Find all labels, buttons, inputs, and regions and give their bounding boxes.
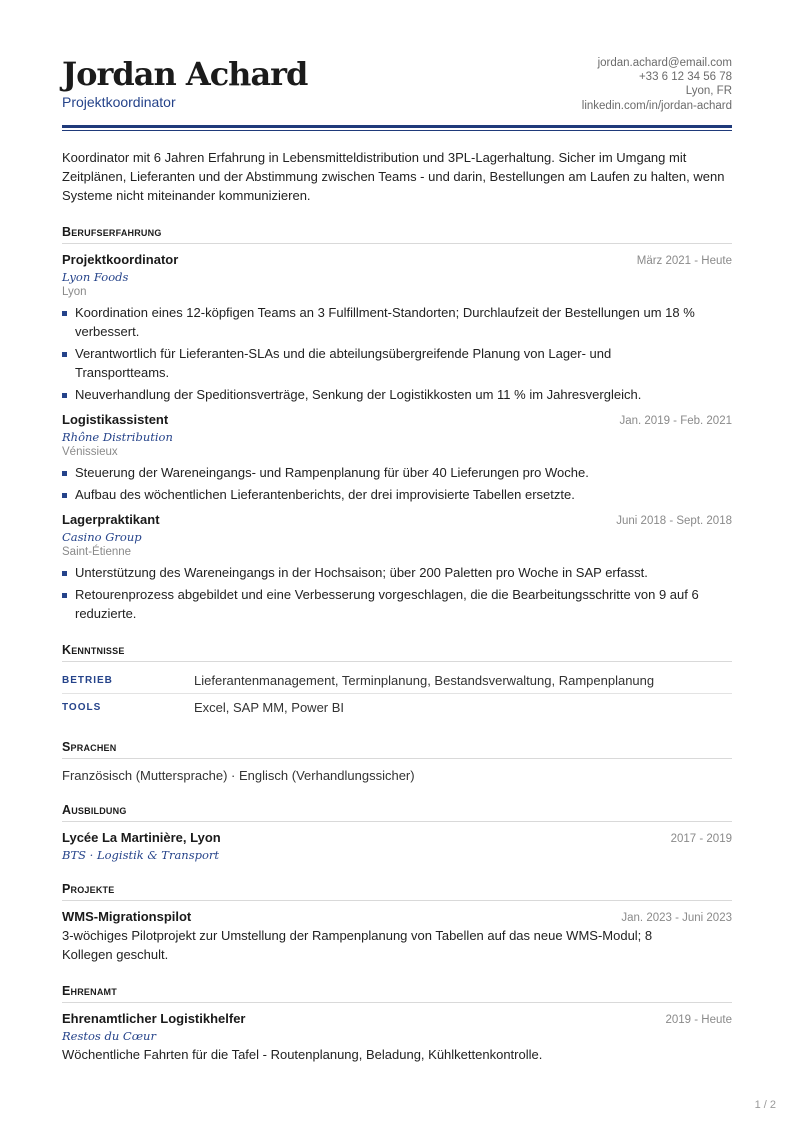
section-title-volunteer: Ehrenamt xyxy=(62,984,732,1003)
languages-text: Französisch (Muttersprache) · Englisch (Verhandlungssicher) xyxy=(62,768,415,783)
job-entry xyxy=(62,252,732,404)
header-rule-thin xyxy=(62,130,732,131)
job-title: Projektkoordinator xyxy=(62,252,179,267)
candidate-name: Jordan Achard xyxy=(62,55,308,93)
project-dates: Jan. 2023 - Juni 2023 xyxy=(621,912,732,924)
bullet-item xyxy=(62,303,705,341)
bullet-text: Unterstützung des Wareneingangs in der Hochsaison; über 200 Paletten pro Woche in SAP erfasst. xyxy=(75,565,648,580)
school-name: Lycée La Martinière, Lyon xyxy=(62,830,221,845)
section-title-education: Ausbildung xyxy=(62,803,732,822)
bullet-text: Koordination eines 12-köpfigen Teams an 3 Fulfillment-Standorten; Durchlaufzeit der Bestellungen um 18 % verbessert. xyxy=(75,305,695,339)
job-title: Logistikassistent xyxy=(62,412,169,427)
bullet-square-icon xyxy=(62,393,67,398)
bullet-text: Steuerung der Wareneingangs- und Rampenplanung für über 40 Lieferungen pro Woche. xyxy=(75,465,589,480)
education-dates: 2017 - 2019 xyxy=(670,833,732,845)
resume-page xyxy=(62,56,732,1064)
degree-name: BTS · Logistik & Transport xyxy=(62,848,220,862)
volunteer-role: Ehrenamtlicher Logistikhelfer xyxy=(62,1011,246,1026)
bullet-item xyxy=(62,563,705,582)
job-dates: Jan. 2019 - Feb. 2021 xyxy=(619,415,732,427)
job-bullets xyxy=(62,563,732,623)
section-title-projects: Projekte xyxy=(62,882,732,901)
contact-location: Lyon, FR xyxy=(685,85,732,98)
skill-row xyxy=(62,667,732,694)
section-title-languages: Sprachen xyxy=(62,740,732,759)
volunteer-dates: 2019 - Heute xyxy=(665,1014,732,1026)
education-entry xyxy=(62,830,732,862)
header-rule-thick xyxy=(62,125,732,128)
volunteer-organization: Restos du Cœur xyxy=(62,1029,156,1043)
contact-phone: +33 6 12 34 56 78 xyxy=(638,71,732,84)
skill-items: Lieferantenmanagement, Terminplanung, Bestandsverwaltung, Rampenplanung xyxy=(194,673,655,688)
skill-row xyxy=(62,694,732,720)
project-description: 3-wöchiges Pilotprojekt zur Umstellung der Rampenplanung von Tabellen auf das neue WMS-Modul; 8 Kollegen geschult. xyxy=(62,928,653,962)
volunteer-entry xyxy=(62,1011,732,1064)
bullet-item xyxy=(62,344,705,382)
contact-block xyxy=(582,56,732,113)
job-entry xyxy=(62,412,732,504)
job-bullets xyxy=(62,303,732,404)
job-entry xyxy=(62,512,732,623)
job-company: Lyon Foods xyxy=(62,270,129,284)
bullet-item xyxy=(62,463,705,482)
bullet-square-icon xyxy=(62,352,67,357)
section-title-skills: Kenntnisse xyxy=(62,643,732,662)
contact-email[interactable]: jordan.achard@email.com xyxy=(597,57,732,69)
bullet-item xyxy=(62,385,705,404)
project-name: WMS-Migrationspilot xyxy=(62,909,192,924)
volunteer-description: Wöchentliche Fahrten für die Tafel - Routenplanung, Beladung, Kühlkettenkontrolle. xyxy=(62,1047,543,1062)
bullet-square-icon xyxy=(62,493,67,498)
bullet-text: Aufbau des wöchentlichen Lieferantenberichts, der drei improvisierte Tabellen ersetzte. xyxy=(75,487,575,502)
bullet-text: Retourenprozess abgebildet und eine Verbesserung vorgeschlagen, die die Bearbeitungsschritte von 9 auf 6 reduzierte. xyxy=(75,587,699,621)
bullet-square-icon xyxy=(62,311,67,316)
job-location: Lyon xyxy=(62,286,87,298)
summary-text: Koordinator mit 6 Jahren Erfahrung in Lebensmitteldistribution und 3PL-Lagerhaltung. Sicher im Umgang mit Zeitplänen, Lieferanten und der Abstimmung zwischen Teams - und darin, Bestellungen am Laufen zu halten, wenn Systeme nicht miteinander kommunizieren. xyxy=(62,150,725,203)
contact-linkedin[interactable]: linkedin.com/in/jordan-achard xyxy=(581,99,732,112)
skills-table xyxy=(62,667,732,720)
job-company: Casino Group xyxy=(62,530,142,544)
bullet-text: Verantwortlich für Lieferanten-SLAs und die abteilungsübergreifende Planung von Lager- und Transportteams. xyxy=(75,346,612,380)
bullet-item xyxy=(62,585,705,623)
skill-items: Excel, SAP MM, Power BI xyxy=(194,700,345,715)
job-location: Vénissieux xyxy=(62,446,118,458)
job-location: Saint-Étienne xyxy=(62,546,132,558)
section-title-experience: Berufserfahrung xyxy=(62,225,732,244)
job-title: Lagerpraktikant xyxy=(62,512,160,527)
page-number: 1 / 2 xyxy=(754,1099,776,1111)
job-dates: März 2021 - Heute xyxy=(636,255,732,267)
bullet-square-icon xyxy=(62,593,67,598)
bullet-item xyxy=(62,485,705,504)
bullet-text: Neuverhandlung der Speditionsverträge, Senkung der Logistikkosten um 11 % im Jahresvergleich. xyxy=(75,387,642,402)
skill-category: TOOLS xyxy=(62,702,102,713)
job-bullets xyxy=(62,463,732,504)
job-dates: Juni 2018 - Sept. 2018 xyxy=(616,515,732,527)
resume-header xyxy=(62,56,732,122)
bullet-square-icon xyxy=(62,571,67,576)
candidate-role: Projektkoordinator xyxy=(62,94,176,110)
skill-category: BETRIEB xyxy=(62,675,113,686)
bullet-square-icon xyxy=(62,471,67,476)
project-entry xyxy=(62,909,732,964)
job-company: Rhône Distribution xyxy=(62,430,173,444)
